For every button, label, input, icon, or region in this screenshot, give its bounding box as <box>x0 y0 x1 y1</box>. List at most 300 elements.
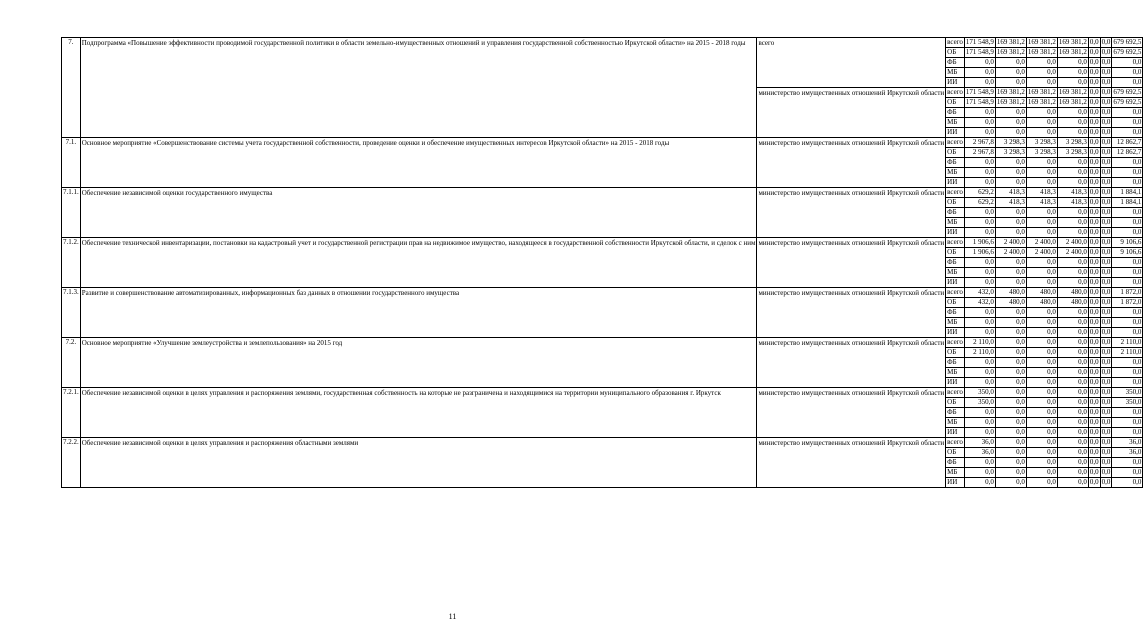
amount-cell: 0,0 <box>995 308 1026 318</box>
amount-cell: 0,0 <box>995 398 1026 408</box>
amount-cell: 0,0 <box>1026 268 1057 278</box>
amount-cell: 0,0 <box>1112 368 1143 378</box>
amount-cell: 0,0 <box>964 168 995 178</box>
amount-cell: 3 298,3 <box>1026 148 1057 158</box>
table-row <box>62 38 1143 48</box>
amount-cell: 0,0 <box>1089 238 1099 246</box>
funding-source: ФБ <box>946 58 965 68</box>
amount-cell: 0,0 <box>964 428 995 438</box>
amount-cell: 679 692,5 <box>1113 38 1142 46</box>
amount-cell: 2 400,0 <box>1057 238 1088 248</box>
amount-cell: 0,0 <box>995 108 1026 118</box>
amount-cell: 169 381,2 <box>996 88 1025 96</box>
amount-cell: 0,0 <box>1101 328 1111 336</box>
amount-cell: 0,0 <box>1112 328 1143 338</box>
amount-cell: 418,3 <box>1057 198 1088 208</box>
amount-cell: 0,0 <box>995 438 1026 448</box>
amount-cell: 0,0 <box>1026 278 1057 288</box>
amount-cell: 0,0 <box>1112 468 1143 478</box>
amount-cell: 0,0 <box>1057 308 1088 318</box>
amount-cell: 0,0 <box>1026 328 1057 338</box>
amount-cell: 0,0 <box>1089 318 1099 326</box>
amount-cell: 1 872,0 <box>1112 298 1143 308</box>
amount-cell: 169 381,2 <box>996 98 1025 106</box>
amount-cell: 418,3 <box>1026 188 1057 198</box>
funding-source: ИИ <box>946 178 965 188</box>
amount-cell: 0,0 <box>1057 268 1088 278</box>
amount-cell: 0,0 <box>1112 258 1143 268</box>
amount-cell: 0,0 <box>1089 98 1099 106</box>
amount-cell: 0,0 <box>1089 218 1099 226</box>
table-row <box>62 188 1143 198</box>
item-description: Основное мероприятие «Совершенствование системы учета государственной собственности, проведение оценки и обеспечение имущественных интересов Иркутской области» на 2015 - 2018 годы <box>80 138 757 188</box>
amount-cell: 2 400,0 <box>995 238 1026 248</box>
amount-cell: 9 106,6 <box>1112 248 1143 258</box>
amount-cell: 0,0 <box>1112 128 1143 138</box>
amount-cell: 0,0 <box>1057 348 1088 358</box>
amount-cell: 0,0 <box>1089 278 1099 286</box>
funding-source: ИИ <box>946 228 965 238</box>
funding-source: МБ <box>946 468 965 478</box>
amount-cell: 0,0 <box>995 408 1026 418</box>
amount-cell: 0,0 <box>1026 128 1057 138</box>
amount-cell: 0,0 <box>1089 48 1099 56</box>
amount-cell: 0,0 <box>995 448 1026 458</box>
amount-cell: 0,0 <box>995 338 1026 348</box>
amount-cell: 0,0 <box>1026 378 1057 388</box>
amount-cell: 0,0 <box>1026 408 1057 418</box>
amount-cell: 480,0 <box>1026 298 1057 308</box>
amount-cell: 0,0 <box>1089 288 1099 296</box>
amount-cell: 0,0 <box>1089 408 1099 416</box>
funding-source: ОБ <box>946 48 965 58</box>
funding-source: МБ <box>946 318 965 328</box>
amount-cell: 0,0 <box>1057 378 1088 388</box>
amount-cell: 0,0 <box>995 418 1026 428</box>
amount-cell: 0,0 <box>995 358 1026 368</box>
funding-source: ОБ <box>946 248 965 258</box>
amount-cell: 0,0 <box>1057 178 1088 188</box>
amount-cell: 0,0 <box>1057 388 1088 398</box>
item-code: 7.2.1. <box>62 388 81 438</box>
amount-cell: 0,0 <box>995 128 1026 138</box>
funding-source: всего <box>947 388 963 396</box>
amount-cell: 0,0 <box>1089 378 1099 386</box>
funding-source: ОБ <box>946 98 965 108</box>
responsible-executor: министерство имущественных отношений Иркутской области <box>757 338 946 388</box>
table-row <box>62 138 1143 148</box>
amount-cell: 0,0 <box>1089 398 1099 406</box>
amount-cell: 169 381,2 <box>996 38 1025 46</box>
amount-cell: 0,0 <box>1057 338 1088 348</box>
funding-source: ФБ <box>946 108 965 118</box>
amount-cell: 0,0 <box>1112 58 1143 68</box>
amount-cell: 0,0 <box>1101 178 1111 186</box>
amount-cell: 169 381,2 <box>1027 38 1056 46</box>
amount-cell: 0,0 <box>1026 258 1057 268</box>
amount-cell: 169 381,2 <box>1027 98 1056 106</box>
amount-cell: 0,0 <box>1057 258 1088 268</box>
amount-cell: 0,0 <box>1089 78 1099 86</box>
amount-cell: 0,0 <box>964 108 995 118</box>
amount-cell: 0,0 <box>995 478 1026 488</box>
amount-cell: 0,0 <box>1057 208 1088 218</box>
amount-cell: 12 862,7 <box>1112 148 1143 158</box>
amount-cell: 0,0 <box>1112 378 1143 388</box>
amount-cell: 0,0 <box>995 328 1026 338</box>
amount-cell: 0,0 <box>1112 118 1143 128</box>
amount-cell: 0,0 <box>1089 478 1099 486</box>
amount-cell: 0,0 <box>1026 448 1057 458</box>
amount-cell: 171 548,9 <box>965 48 994 56</box>
amount-cell: 0,0 <box>964 68 995 78</box>
amount-cell: 679 692,5 <box>1113 88 1142 96</box>
amount-cell: 0,0 <box>1057 228 1088 238</box>
amount-cell: 0,0 <box>1101 468 1111 476</box>
funding-source: МБ <box>946 68 965 78</box>
amount-cell: 0,0 <box>964 358 995 368</box>
amount-cell: 0,0 <box>995 428 1026 438</box>
responsible-executor: министерство имущественных отношений Иркутской области <box>757 288 946 338</box>
amount-cell: 0,0 <box>1026 368 1057 378</box>
amount-cell: 0,0 <box>964 408 995 418</box>
amount-cell: 0,0 <box>1101 348 1111 356</box>
funding-source: ИИ <box>946 128 965 138</box>
amount-cell: 418,3 <box>995 198 1026 208</box>
amount-cell: 0,0 <box>1112 318 1143 328</box>
amount-cell: 2 967,8 <box>964 148 995 158</box>
amount-cell: 0,0 <box>1089 268 1099 276</box>
amount-cell: 0,0 <box>995 388 1026 398</box>
amount-cell: 0,0 <box>1057 438 1088 448</box>
amount-cell: 0,0 <box>964 208 995 218</box>
amount-cell: 0,0 <box>1026 428 1057 438</box>
table-row <box>62 288 1143 298</box>
amount-cell: 0,0 <box>1089 148 1099 156</box>
budget-table <box>61 37 1143 488</box>
amount-cell: 0,0 <box>1089 258 1099 266</box>
amount-cell: 350,0 <box>1112 398 1143 408</box>
amount-cell: 0,0 <box>1026 318 1057 328</box>
amount-cell: 0,0 <box>1089 448 1099 456</box>
amount-cell: 169 381,2 <box>1027 88 1056 96</box>
amount-cell: 0,0 <box>995 58 1026 68</box>
item-code: 7.1.1. <box>62 188 81 238</box>
amount-cell: 2 110,0 <box>1112 348 1143 358</box>
amount-cell: 0,0 <box>1089 128 1099 136</box>
amount-cell: 0,0 <box>1089 358 1099 366</box>
funding-source: ОБ <box>946 398 965 408</box>
amount-cell: 0,0 <box>995 78 1026 88</box>
amount-cell: 0,0 <box>1026 458 1057 468</box>
amount-cell: 0,0 <box>964 118 995 128</box>
amount-cell: 169 381,2 <box>1058 88 1087 96</box>
amount-cell: 0,0 <box>1101 228 1111 236</box>
amount-cell: 629,2 <box>964 188 995 198</box>
amount-cell: 0,0 <box>1026 218 1057 228</box>
amount-cell: 0,0 <box>1026 438 1057 448</box>
amount-cell: 480,0 <box>1057 288 1088 298</box>
funding-source: ИИ <box>946 328 965 338</box>
amount-cell: 0,0 <box>1112 268 1143 278</box>
amount-cell: 0,0 <box>1101 278 1111 286</box>
amount-cell: 0,0 <box>1101 338 1111 346</box>
amount-cell: 0,0 <box>1112 218 1143 228</box>
amount-cell: 2 400,0 <box>995 248 1026 258</box>
amount-cell: 0,0 <box>1112 408 1143 418</box>
amount-cell: 0,0 <box>1026 168 1057 178</box>
amount-cell: 0,0 <box>1057 328 1088 338</box>
amount-cell: 0,0 <box>1112 68 1143 78</box>
amount-cell: 1 906,6 <box>964 238 995 248</box>
amount-cell: 629,2 <box>964 198 995 208</box>
amount-cell: 0,0 <box>964 128 995 138</box>
amount-cell: 0,0 <box>1101 48 1111 56</box>
amount-cell: 0,0 <box>1057 168 1088 178</box>
amount-cell: 418,3 <box>1057 188 1088 198</box>
amount-cell: 0,0 <box>1112 178 1143 188</box>
amount-cell: 2 967,8 <box>964 138 995 148</box>
amount-cell: 0,0 <box>964 218 995 228</box>
amount-cell: 3 298,3 <box>1026 138 1057 148</box>
amount-cell: 0,0 <box>1026 478 1057 488</box>
amount-cell: 0,0 <box>964 178 995 188</box>
amount-cell: 0,0 <box>1101 458 1111 466</box>
amount-cell: 350,0 <box>1112 388 1143 398</box>
amount-cell: 350,0 <box>964 388 995 398</box>
amount-cell: 1 884,1 <box>1112 188 1143 198</box>
amount-cell: 0,0 <box>1089 108 1099 116</box>
amount-cell: 0,0 <box>1057 358 1088 368</box>
responsible-executor: министерство имущественных отношений Иркутской области <box>757 438 946 488</box>
amount-cell: 0,0 <box>1089 58 1099 66</box>
amount-cell: 171 548,9 <box>965 98 994 106</box>
funding-source: ОБ <box>946 348 965 358</box>
amount-cell: 0,0 <box>1089 178 1099 186</box>
amount-cell: 0,0 <box>1026 108 1057 118</box>
funding-source: ФБ <box>946 358 965 368</box>
amount-cell: 0,0 <box>995 208 1026 218</box>
amount-cell: 0,0 <box>995 68 1026 78</box>
amount-cell: 0,0 <box>1101 418 1111 426</box>
amount-cell: 0,0 <box>964 418 995 428</box>
amount-cell: 0,0 <box>1026 418 1057 428</box>
amount-cell: 0,0 <box>995 268 1026 278</box>
table-row <box>62 388 1143 398</box>
funding-source: всего <box>947 238 963 246</box>
amount-cell: 0,0 <box>995 348 1026 358</box>
amount-cell: 0,0 <box>1057 128 1088 138</box>
amount-cell: 0,0 <box>1101 448 1111 456</box>
amount-cell: 0,0 <box>964 58 995 68</box>
amount-cell: 36,0 <box>1112 438 1143 448</box>
amount-cell: 0,0 <box>995 458 1026 468</box>
amount-cell: 0,0 <box>1089 458 1099 466</box>
amount-cell: 0,0 <box>1101 298 1111 306</box>
amount-cell: 0,0 <box>1101 188 1111 196</box>
amount-cell: 0,0 <box>1089 118 1099 126</box>
amount-cell: 679 692,5 <box>1113 48 1142 56</box>
funding-source: ИИ <box>946 478 965 488</box>
amount-cell: 0,0 <box>1089 298 1099 306</box>
funding-source: ИИ <box>946 428 965 438</box>
amount-cell: 0,0 <box>1112 478 1143 488</box>
amount-cell: 0,0 <box>1101 58 1111 66</box>
amount-cell: 2 400,0 <box>1026 238 1057 248</box>
amount-cell: 0,0 <box>1101 398 1111 406</box>
amount-cell: 0,0 <box>995 278 1026 288</box>
amount-cell: 480,0 <box>1026 288 1057 298</box>
amount-cell: 0,0 <box>1112 208 1143 218</box>
funding-source: МБ <box>946 118 965 128</box>
amount-cell: 0,0 <box>1089 418 1099 426</box>
amount-cell: 169 381,2 <box>996 48 1025 56</box>
amount-cell: 0,0 <box>995 218 1026 228</box>
amount-cell: 418,3 <box>995 188 1026 198</box>
amount-cell: 0,0 <box>1089 68 1099 76</box>
amount-cell: 0,0 <box>1057 218 1088 228</box>
amount-cell: 0,0 <box>1101 428 1111 436</box>
amount-cell: 0,0 <box>1057 418 1088 428</box>
amount-cell: 0,0 <box>995 258 1026 268</box>
amount-cell: 0,0 <box>964 458 995 468</box>
amount-cell: 0,0 <box>964 268 995 278</box>
amount-cell: 0,0 <box>1101 308 1111 316</box>
amount-cell: 0,0 <box>1089 428 1099 436</box>
amount-cell: 0,0 <box>1026 118 1057 128</box>
amount-cell: 0,0 <box>1101 128 1111 136</box>
amount-cell: 0,0 <box>1101 248 1111 256</box>
item-code: 7.1.2. <box>62 238 81 288</box>
funding-source: ФБ <box>946 258 965 268</box>
item-code: 7.1.3. <box>62 288 81 338</box>
amount-cell: 0,0 <box>1026 348 1057 358</box>
funding-source: всего <box>947 338 963 346</box>
amount-cell: 0,0 <box>1026 208 1057 218</box>
amount-cell: 0,0 <box>1026 78 1057 88</box>
amount-cell: 169 381,2 <box>1027 48 1056 56</box>
funding-source: ИИ <box>946 378 965 388</box>
amount-cell: 0,0 <box>964 378 995 388</box>
page-number: 11 <box>448 612 457 621</box>
amount-cell: 0,0 <box>995 158 1026 168</box>
amount-cell: 0,0 <box>1026 228 1057 238</box>
amount-cell: 0,0 <box>1089 38 1099 46</box>
amount-cell: 36,0 <box>964 448 995 458</box>
funding-source: МБ <box>946 418 965 428</box>
amount-cell: 0,0 <box>1026 68 1057 78</box>
amount-cell: 0,0 <box>1101 358 1111 366</box>
amount-cell: 0,0 <box>1057 368 1088 378</box>
amount-cell: 0,0 <box>1089 438 1099 446</box>
amount-cell: 0,0 <box>1101 408 1111 416</box>
amount-cell: 0,0 <box>1112 228 1143 238</box>
amount-cell: 0,0 <box>1101 378 1111 386</box>
amount-cell: 0,0 <box>1026 388 1057 398</box>
amount-cell: 0,0 <box>1089 338 1099 346</box>
amount-cell: 0,0 <box>995 178 1026 188</box>
amount-cell: 0,0 <box>1112 308 1143 318</box>
amount-cell: 3 298,3 <box>995 148 1026 158</box>
table-body <box>62 38 1143 488</box>
amount-cell: 0,0 <box>1101 318 1111 326</box>
amount-cell: 1 884,1 <box>1112 198 1143 208</box>
amount-cell: 0,0 <box>964 78 995 88</box>
amount-cell: 0,0 <box>1112 108 1143 118</box>
item-description: Развитие и совершенствование автоматизированных, информационных баз данных в отношении государственного имущества <box>80 288 757 338</box>
amount-cell: 0,0 <box>964 478 995 488</box>
table-row <box>62 238 1143 248</box>
amount-cell: 0,0 <box>1112 358 1143 368</box>
responsible-executor: министерство имущественных отношений Иркутской области <box>757 238 946 288</box>
item-code: 7.1. <box>62 138 81 188</box>
amount-cell: 0,0 <box>1057 478 1088 488</box>
amount-cell: 0,0 <box>1089 158 1099 166</box>
amount-cell: 0,0 <box>1101 258 1111 266</box>
amount-cell: 0,0 <box>1057 428 1088 438</box>
item-code: 7.2.2. <box>62 438 81 488</box>
amount-cell: 171 548,9 <box>965 88 994 96</box>
amount-cell: 2 110,0 <box>964 338 995 348</box>
amount-cell: 0,0 <box>1112 418 1143 428</box>
amount-cell: 0,0 <box>1112 168 1143 178</box>
amount-cell: 0,0 <box>1101 98 1111 106</box>
amount-cell: 0,0 <box>1101 38 1111 46</box>
amount-cell: 0,0 <box>995 468 1026 478</box>
amount-cell: 480,0 <box>995 298 1026 308</box>
amount-cell: 0,0 <box>1101 88 1111 96</box>
amount-cell: 0,0 <box>964 258 995 268</box>
amount-cell: 0,0 <box>995 368 1026 378</box>
amount-cell: 0,0 <box>995 318 1026 328</box>
amount-cell: 0,0 <box>1057 318 1088 328</box>
item-description: Обеспечение независимой оценки в целях управления и распоряжения землями, государственная собственность на которые не разграничена и находящимися на территории муниципального образования г. Иркутск <box>80 388 757 438</box>
responsible-executor: министерство имущественных отношений Иркутской области <box>757 88 946 138</box>
amount-cell: 0,0 <box>1089 308 1099 316</box>
amount-cell: 0,0 <box>964 278 995 288</box>
amount-cell: 0,0 <box>1112 158 1143 168</box>
amount-cell: 0,0 <box>1057 468 1088 478</box>
funding-source: всего <box>947 438 963 446</box>
amount-cell: 418,3 <box>1026 198 1057 208</box>
amount-cell: 2 400,0 <box>1057 248 1088 258</box>
amount-cell: 0,0 <box>1057 458 1088 468</box>
amount-cell: 3 298,3 <box>995 138 1026 148</box>
amount-cell: 0,0 <box>1057 118 1088 128</box>
amount-cell: 0,0 <box>1101 238 1111 246</box>
amount-cell: 169 381,2 <box>1058 48 1087 56</box>
item-description: Подпрограмма «Повышение эффективности проводимой государственной политики в области земельно-имущественных отношений и управления государственной собственностью Иркутской области» на 2015 - 2018 годы <box>80 38 757 138</box>
table-row <box>62 338 1143 348</box>
amount-cell: 1 906,6 <box>964 248 995 258</box>
amount-cell: 480,0 <box>1057 298 1088 308</box>
amount-cell: 0,0 <box>1101 268 1111 276</box>
amount-cell: 0,0 <box>1057 78 1088 88</box>
amount-cell: 0,0 <box>1101 288 1111 296</box>
funding-source: ФБ <box>946 208 965 218</box>
funding-source: ОБ <box>946 148 965 158</box>
amount-cell: 0,0 <box>1026 178 1057 188</box>
amount-cell: 0,0 <box>1089 348 1099 356</box>
amount-cell: 169 381,2 <box>1058 98 1087 106</box>
amount-cell: 0,0 <box>1101 218 1111 226</box>
amount-cell: 0,0 <box>1057 278 1088 288</box>
amount-cell: 0,0 <box>1089 168 1099 176</box>
amount-cell: 169 381,2 <box>1058 38 1087 46</box>
amount-cell: 350,0 <box>964 398 995 408</box>
amount-cell: 3 298,3 <box>1057 138 1088 148</box>
amount-cell: 2 400,0 <box>1026 248 1057 258</box>
